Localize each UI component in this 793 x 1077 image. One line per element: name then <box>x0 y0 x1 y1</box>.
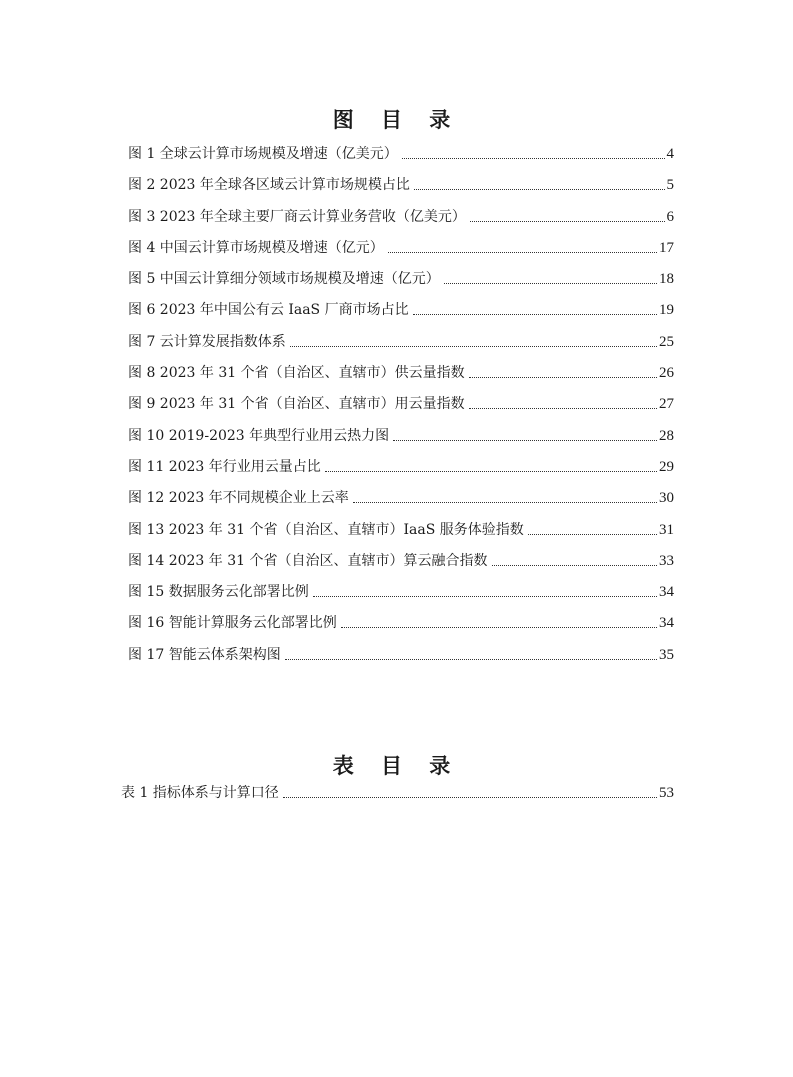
figure-toc-entry-label: 图 8 2023 年 31 个省（自治区、直辖市）供云量指数 <box>128 365 465 382</box>
figure-toc-entry[interactable] <box>128 581 674 612</box>
dot-leader <box>283 783 657 798</box>
dot-leader <box>393 426 657 441</box>
figure-toc-entry-label: 图 17 智能云体系架构图 <box>128 646 281 663</box>
table-toc-entry[interactable] <box>121 782 674 813</box>
tables-toc-list <box>121 782 674 813</box>
figures-toc-list <box>128 143 674 675</box>
figure-toc-entry-page-number: 29 <box>659 458 674 475</box>
figure-toc-entry-page-number: 27 <box>659 396 674 413</box>
figure-toc-entry[interactable] <box>128 393 674 424</box>
figure-toc-entry-label: 图 4 中国云计算市场规模及增速（亿元） <box>128 239 384 256</box>
figure-toc-entry[interactable] <box>128 268 674 299</box>
dot-leader <box>469 363 657 378</box>
dot-leader <box>285 645 657 660</box>
dot-leader <box>341 613 657 628</box>
figure-toc-entry-page-number: 18 <box>659 271 674 288</box>
table-toc-entry-label: 表 1 指标体系与计算口径 <box>121 785 279 801</box>
dot-leader <box>492 551 657 566</box>
figure-toc-entry[interactable] <box>128 174 674 205</box>
figure-toc-entry-page-number: 34 <box>659 615 674 632</box>
figure-toc-entry-page-number: 6 <box>666 208 674 225</box>
figure-toc-entry-page-number: 17 <box>659 239 674 256</box>
tables-toc-title: 表 目 录 <box>332 754 461 778</box>
figure-toc-entry[interactable] <box>128 612 674 643</box>
figure-toc-entry[interactable] <box>128 299 674 330</box>
table-toc-entry-page-number: 53 <box>659 785 674 801</box>
figure-toc-entry[interactable] <box>128 206 674 237</box>
figure-toc-entry-label: 图 9 2023 年 31 个省（自治区、直辖市）用云量指数 <box>128 396 465 413</box>
figure-toc-entry-page-number: 33 <box>659 552 674 569</box>
figure-toc-entry-label: 图 12 2023 年不同规模企业上云率 <box>128 490 349 507</box>
figure-toc-entry-label: 图 2 2023 年全球各区域云计算市场规模占比 <box>128 177 410 194</box>
dot-leader <box>413 300 657 315</box>
dot-leader <box>444 269 657 284</box>
dot-leader <box>470 207 665 222</box>
figure-toc-entry-label: 图 16 智能计算服务云化部署比例 <box>128 615 337 632</box>
dot-leader <box>353 488 657 503</box>
figure-toc-entry-page-number: 26 <box>659 365 674 382</box>
dot-leader <box>469 394 657 409</box>
figure-toc-entry[interactable] <box>128 362 674 393</box>
dot-leader <box>325 457 657 472</box>
figure-toc-entry-page-number: 34 <box>659 584 674 601</box>
figure-toc-entry-label: 图 3 2023 年全球主要厂商云计算业务营收（亿美元） <box>128 208 466 225</box>
figure-toc-entry-label: 图 13 2023 年 31 个省（自治区、直辖市）IaaS 服务体验指数 <box>128 521 524 538</box>
figure-toc-entry-label: 图 11 2023 年行业用云量占比 <box>128 458 321 475</box>
figure-toc-entry-label: 图 15 数据服务云化部署比例 <box>128 584 309 601</box>
figure-toc-entry[interactable] <box>128 425 674 456</box>
figure-toc-entry-page-number: 28 <box>659 427 674 444</box>
figure-toc-entry[interactable] <box>128 331 674 362</box>
figure-toc-entry-page-number: 31 <box>659 521 674 538</box>
dot-leader <box>313 582 657 597</box>
figure-toc-entry-page-number: 5 <box>666 177 674 194</box>
dot-leader <box>414 175 665 190</box>
figure-toc-entry-page-number: 4 <box>666 146 674 162</box>
dot-leader <box>290 332 657 347</box>
figure-toc-entry[interactable] <box>128 237 674 268</box>
figure-toc-entry-page-number: 25 <box>659 333 674 350</box>
figure-toc-entry-page-number: 19 <box>659 302 674 319</box>
dot-leader <box>388 238 657 253</box>
figure-toc-entry[interactable] <box>128 487 674 518</box>
figure-toc-entry[interactable] <box>128 456 674 487</box>
figure-toc-entry-page-number: 35 <box>659 646 674 663</box>
dot-leader <box>528 520 657 535</box>
figure-toc-entry[interactable] <box>128 550 674 581</box>
figure-toc-entry-page-number: 30 <box>659 490 674 507</box>
figure-toc-entry-label: 图 10 2019-2023 年典型行业用云热力图 <box>128 427 390 444</box>
figure-toc-entry[interactable] <box>128 644 674 675</box>
figure-toc-entry[interactable] <box>128 143 674 174</box>
figure-toc-entry[interactable] <box>128 519 674 550</box>
figure-toc-entry-label: 图 7 云计算发展指数体系 <box>128 333 286 350</box>
figure-toc-entry-label: 图 1 全球云计算市场规模及增速（亿美元） <box>128 146 398 162</box>
figure-toc-entry-label: 图 6 2023 年中国公有云 IaaS 厂商市场占比 <box>128 302 409 319</box>
figure-toc-entry-label: 图 14 2023 年 31 个省（自治区、直辖市）算云融合指数 <box>128 552 488 569</box>
figure-toc-entry-label: 图 5 中国云计算细分领域市场规模及增速（亿元） <box>128 271 440 288</box>
figures-toc-title: 图 目 录 <box>332 108 461 132</box>
dot-leader <box>402 144 665 159</box>
